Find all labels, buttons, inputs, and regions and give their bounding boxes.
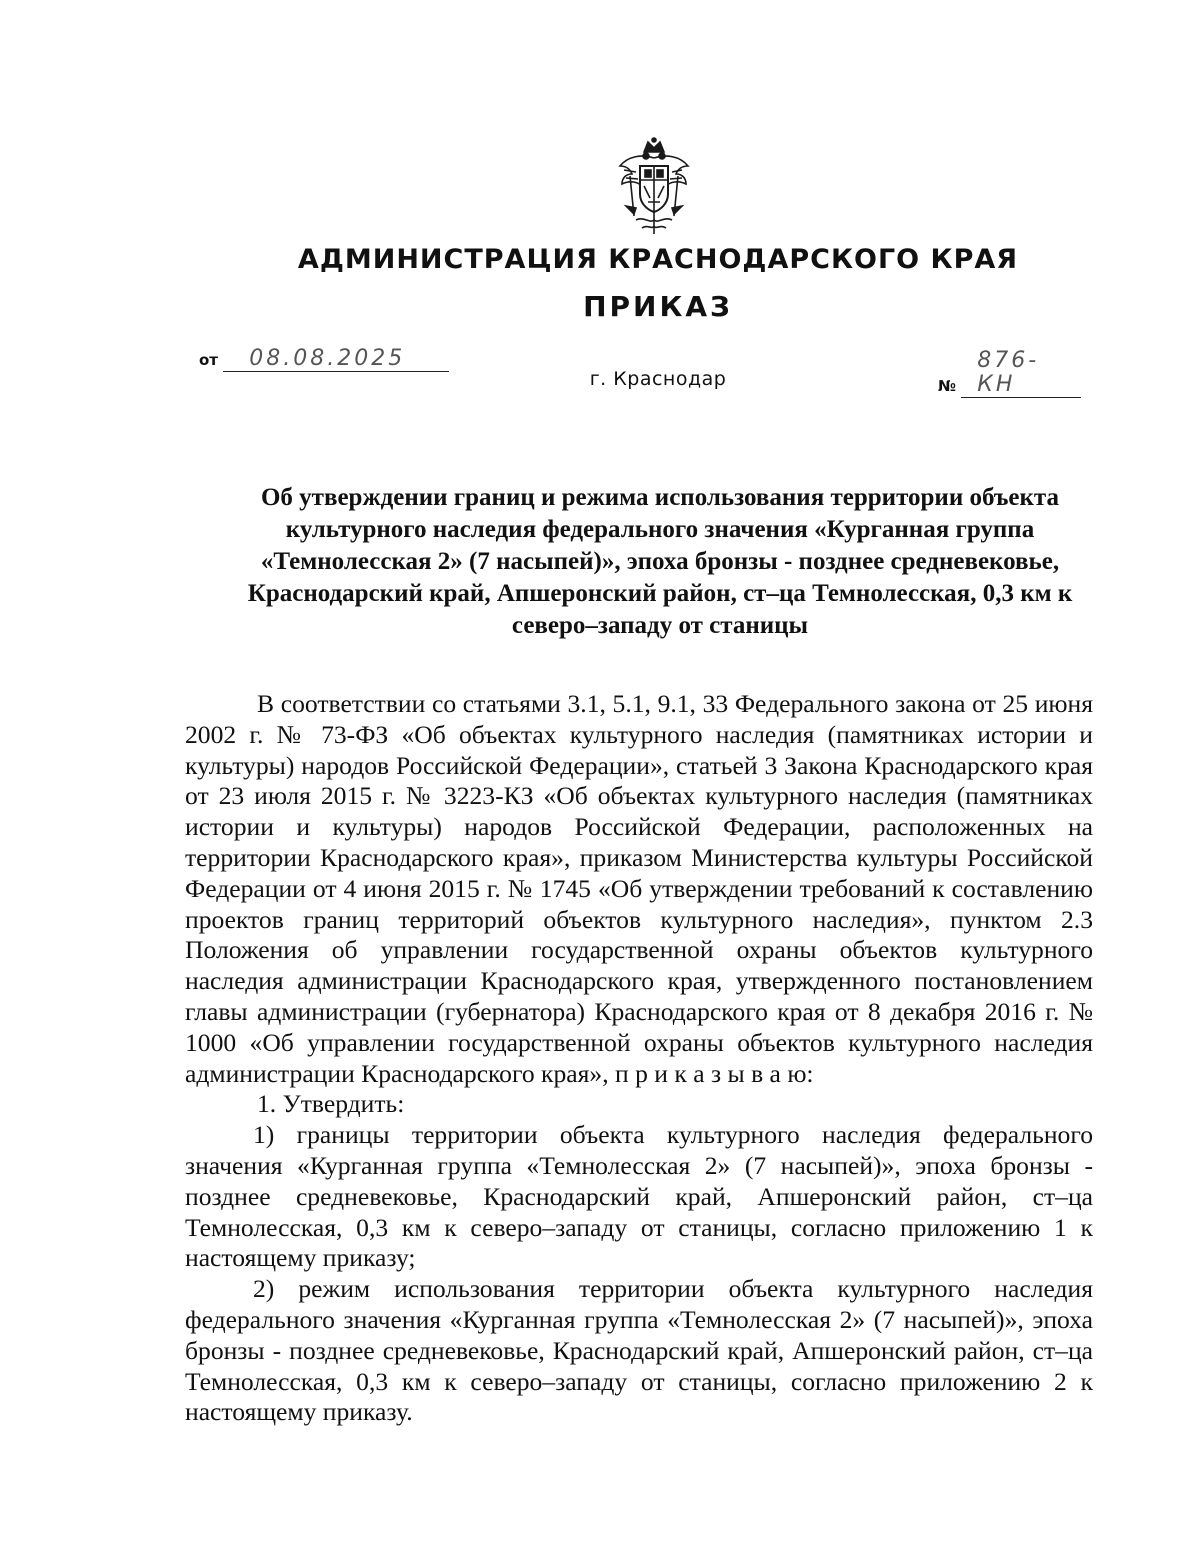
date-prefix: от [199, 351, 218, 369]
item-1-paragraph: 1) границы территории объекта культурного наследия федерального значения «Курганная группа «Темнолесская 2» (7 насыпей)», эпоха бронзы - позднее средневековье, Краснодарский край, Апшеронский район, ст–ца Темнолесская, 0,3 км к северо–западу от станицы, согласно приложению 1 к настоящему приказу; [185, 1120, 1093, 1273]
item-2-paragraph: 2) режим использования территории объекта культурного наследия федерального значения «Курганная группа «Темнолесская 2» (7 насыпей)», эпоха бронзы - позднее средневековье, Краснодарский край, Апшеронский район, ст–ца Темнолесская, 0,3 км к северо–западу от станицы, согласно приложению 2 к настоящему приказу. [185, 1274, 1093, 1427]
document-subject: Об утверждении границ и режима использования территории объекта культурного наследия федерального значения «Курганная группа «Темнолесская 2» (7 насыпей)», эпоха бронзы - позднее средневековье, Краснодарский край, Апшеронский район, ст–ца Темнолесская, 0,3 км к северо–западу от станицы [247, 484, 1073, 639]
point-1-paragraph: 1. Утвердить: [257, 1089, 405, 1119]
document-body [185, 689, 1093, 1428]
document-type: ПРИКАЗ [583, 290, 733, 323]
number-value: 876-КН [961, 349, 1081, 398]
organization-name: АДМИНИСТРАЦИЯ КРАСНОДАРСКОГО КРАЯ [297, 244, 1019, 275]
city-name: г. Краснодар [589, 368, 727, 390]
preamble-paragraph: В соответствии со статьями 3.1, 5.1, 9.1, 33 Федерального закона от 25 июня 2002 г. № 73-ФЗ «Об объектах культурного наследия (памятниках истории и культуры) народов Российской Федерации», статьей 3 Закона Краснодарского края от 23 июля 2015 г. № 3223-КЗ «Об объектах культурного наследия (памятниках истории и культуры) народов Российской Федерации, расположенных на территории Краснодарского края», приказом Министерства культуры Российской Федерации от 4 июня 2015 г. № 1745 «Об утверждении требований к составлению проектов границ территорий объектов культурного наследия», пунктом 2.3 Положения об управлении государственной охраны объектов культурного наследия администрации Краснодарского края, утвержденного постановлением главы администрации (губернатора) Краснодарского края от 8 декабря 2016 г. № 1000 «Об управлении государственной охраны объектов культурного наследия администрации Краснодарского края», п р и к а з ы в а ю: [185, 689, 1093, 1088]
number-prefix: № [938, 377, 957, 395]
date-value: 08.08.2025 [223, 347, 449, 372]
coat-of-arms-icon [612, 136, 696, 236]
